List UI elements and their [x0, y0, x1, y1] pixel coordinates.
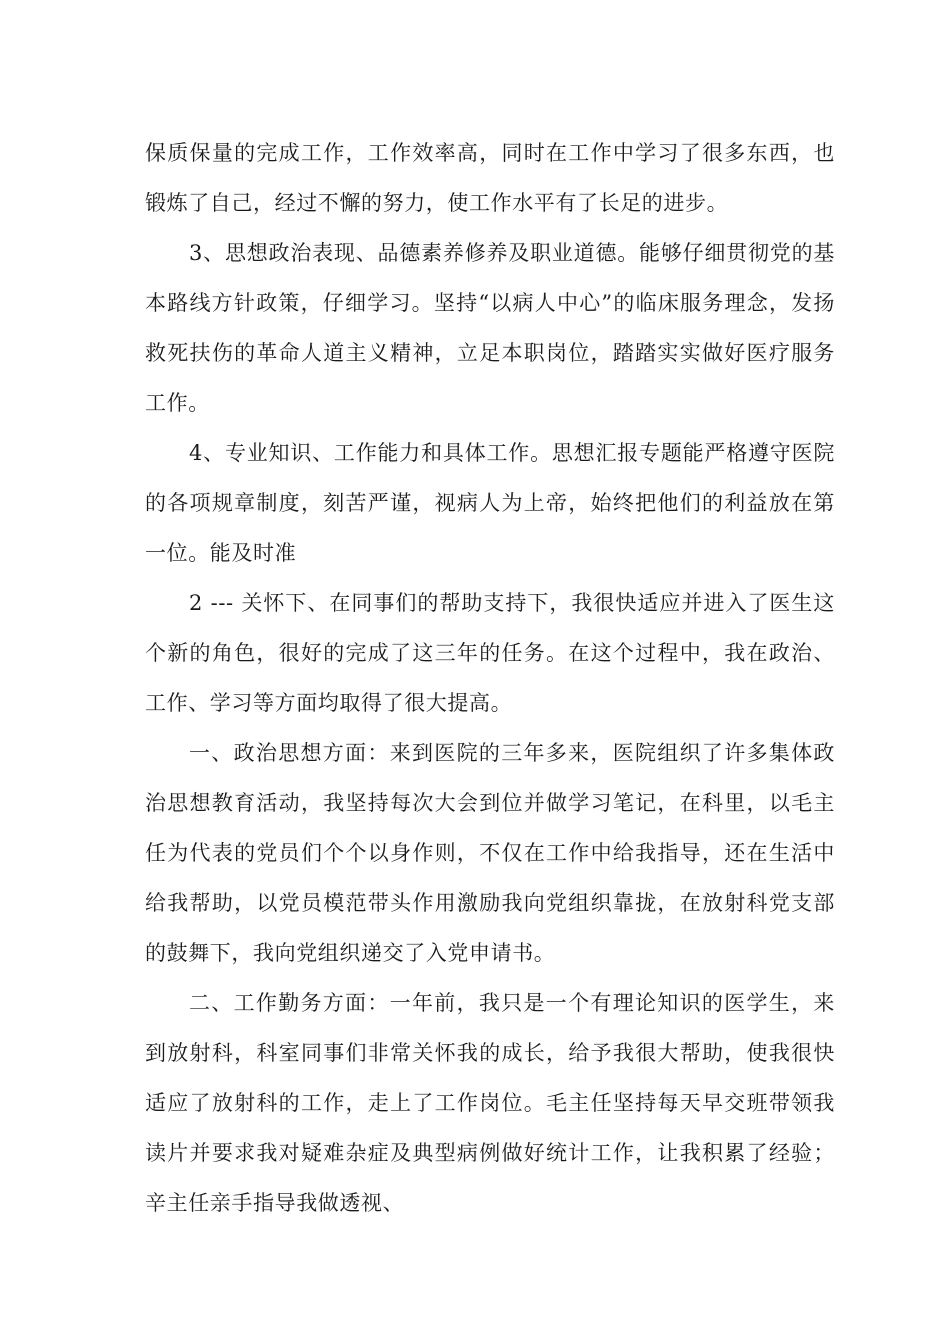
paragraph-5: 一、政治思想方面：来到医院的三年多来，医院组织了许多集体政治思想教育活动，我坚持每次大会到位并做学习笔记，在科里，以毛主任为代表的党员们个个以身作则，不仅在工作中给我指导，还在生活中给我帮助，以党员模范带头作用激励我向党组织靠拢，在放射科党支部的鼓舞下，我向党组织递交了入党申请书。: [145, 741, 835, 965]
paragraph-3: 4、专业知识、工作能力和具体工作。思想汇报专题能严格遵守医院的各项规章制度，刻苦严谨，视病人为上帝，始终把他们的利益放在第一位。能及时准: [145, 441, 835, 565]
paragraph-2: 3、思想政治表现、品德素养修养及职业道德。能够仔细贯彻党的基本路线方针政策，仔细学习。坚持“以病人中心”的临床服务理念，发扬救死扶伤的革命人道主义精神，立足本职岗位，踏踏实实做好医疗服务工作。: [145, 241, 835, 415]
paragraph-1: 保质保量的完成工作，工作效率高，同时在工作中学习了很多东西，也锻炼了自己，经过不懈的努力，使工作水平有了长足的进步。: [145, 141, 835, 215]
paragraph-6: 二、工作勤务方面：一年前，我只是一个有理论知识的医学生，来到放射科，科室同事们非常关怀我的成长，给予我很大帮助，使我很快适应了放射科的工作，走上了工作岗位。毛主任坚持每天早交班带领我读片并要求我对疑难杂症及典型病例做好统计工作，让我积累了经验；辛主任亲手指导我做透视、: [145, 991, 835, 1215]
document-body: [145, 128, 835, 1228]
paragraph-4: 2 --- 关怀下、在同事们的帮助支持下，我很快适应并进入了医生这个新的角色，很好的完成了这三年的任务。在这个过程中，我在政治、工作、学习等方面均取得了很大提高。: [145, 591, 835, 715]
